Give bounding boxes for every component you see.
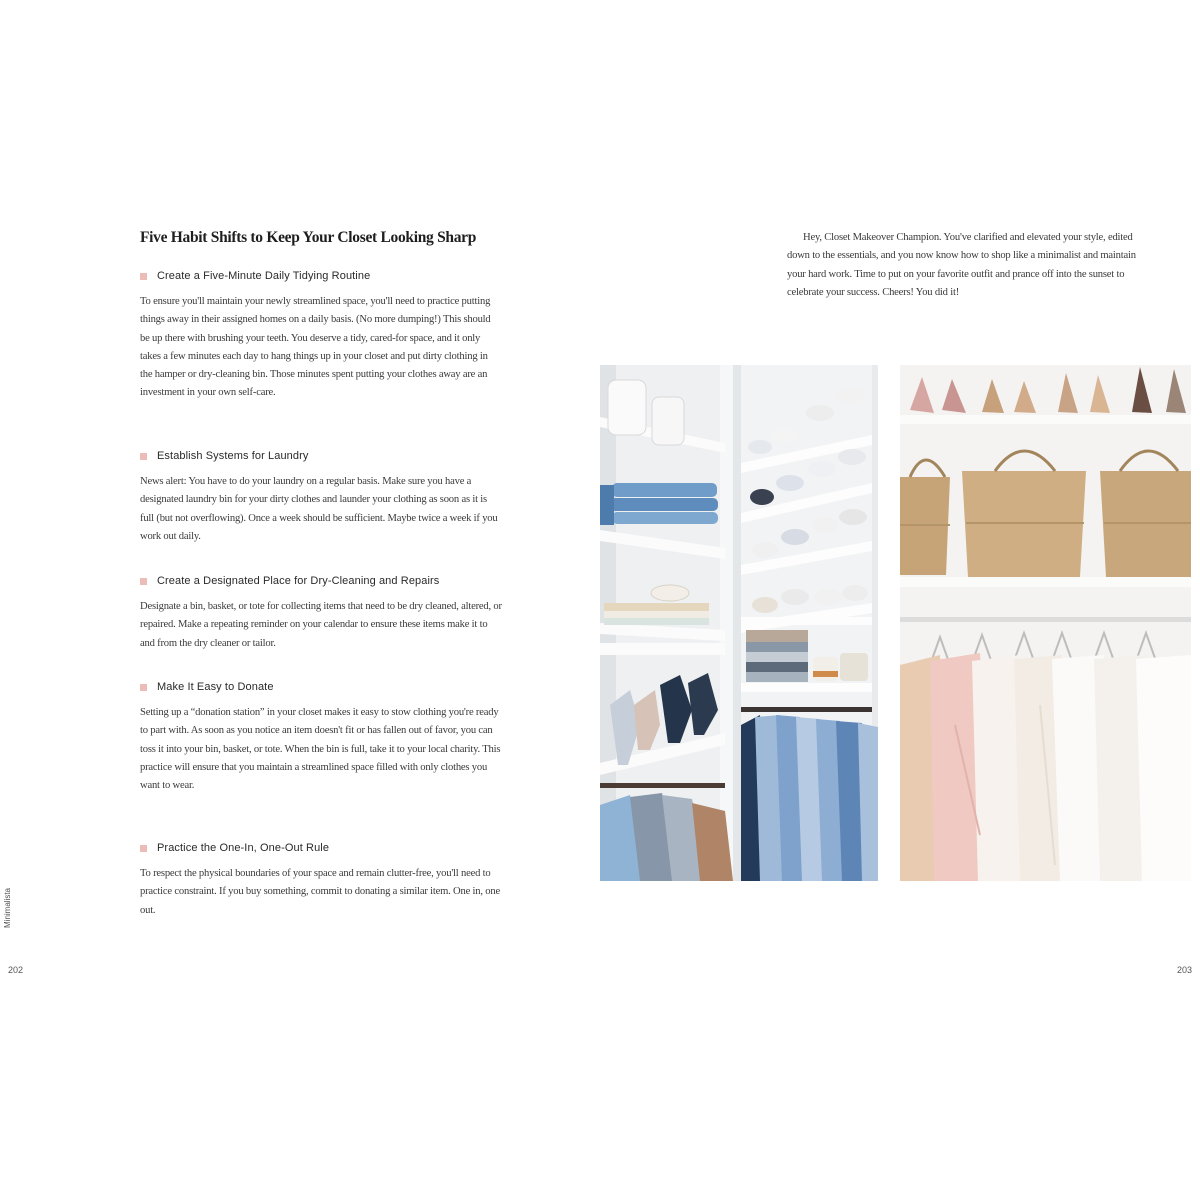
section-heading (140, 681, 502, 693)
page-title: Five Habit Shifts to Keep Your Closet Looking Sharp (140, 229, 477, 246)
section-heading (140, 450, 502, 462)
section-heading-text: Make It Easy to Donate (157, 681, 274, 693)
page-number-left: 202 (8, 965, 24, 975)
section-heading-text: Establish Systems for Laundry (157, 450, 309, 462)
square-bullet-icon (140, 578, 147, 585)
section-heading-text: Create a Designated Place for Dry-Cleaning and Repairs (157, 575, 440, 587)
closet-photo (600, 365, 1191, 881)
section-dry-cleaning (140, 575, 502, 653)
square-bullet-icon (140, 453, 147, 460)
page-number-right: 203 (1176, 965, 1192, 975)
right-shelving-panel (900, 365, 1191, 881)
closing-paragraph (787, 229, 1139, 302)
section-laundry (140, 450, 502, 546)
middle-shelving-panel (733, 365, 878, 881)
closing-paragraph-text: Hey, Closet Makeover Champion. You've clarified and elevated your style, edited down to the essentials, and you now know how to shop like a minimalist and maintain your hard work. Time to put on your favorite outfit and prance off into the sunset to celebrate your success. Cheers! You did it! (787, 232, 1136, 298)
left-shelving-panel (600, 365, 733, 881)
section-heading (140, 842, 502, 854)
section-body: To respect the physical boundaries of your space and remain clutter-free, you'll need to practice constraint. If you buy something, commit to donating a similar item. One in, one out. (140, 868, 500, 916)
section-body: Designate a bin, basket, or tote for collecting items that need to be dry cleaned, altered, or repaired. Make a repeating reminder on your calendar to ensure these items make it to and from the dry cleaner or tailor. (140, 601, 502, 649)
section-donate (140, 681, 502, 795)
section-heading-text: Practice the One-In, One-Out Rule (157, 842, 330, 854)
section-heading (140, 575, 502, 587)
section-heading (140, 270, 502, 282)
running-head: Minimalista (3, 887, 12, 928)
section-body: Setting up a “donation station” in your closet makes it easy to stow clothing you're ready to part with. As soon as you notice an item doesn't fit or has fallen out of favor, you can toss it into your bin, basket, or tote. When the bin is full, take it to your local charity. This practice will ensure that you maintain a streamlined space filled with only clothes you want to wear. (140, 707, 501, 792)
section-body: News alert: You have to do your laundry on a regular basis. Make sure you have a designated laundry bin for your dirty clothes and launder your clothing as soon as it is full (but not overflowing). Once a week should be sufficient. Maybe twice a week if you work out daily. (140, 476, 498, 542)
square-bullet-icon (140, 273, 147, 280)
section-one-in-one-out (140, 842, 502, 920)
section-heading-text: Create a Five-Minute Daily Tidying Routine (157, 270, 371, 282)
section-tidying (140, 270, 502, 403)
square-bullet-icon (140, 684, 147, 691)
closet-photo-icon (600, 365, 1191, 881)
square-bullet-icon (140, 845, 147, 852)
section-body: To ensure you'll maintain your newly streamlined space, you'll need to practice putting things away in their assigned homes on a daily basis. (No more dumping!) This should be up there with brushing your teeth. You deserve a tidy, cared-for space, and it only takes a few minutes each day to hang things up in your closet and put dirty clothing in the hamper or dry-cleaning bin. Those minutes spent putting your clothes away are an investment in your own self-care. (140, 296, 491, 399)
